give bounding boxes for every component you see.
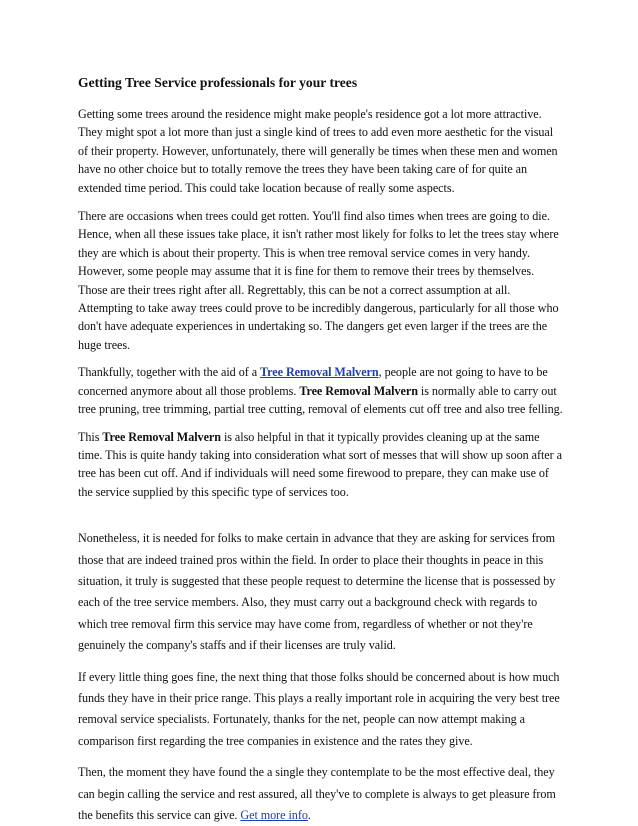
paragraph-4-prefix: This: [78, 429, 103, 444]
paragraph-3-text-end: is normally able to carry out tree pruning, tree trimming, partial tree cutting, removal of elements cut off tree and also tree felling.: [78, 383, 563, 417]
paragraph-1: Getting some trees around the residence might make people's residence got a lot more attractive. They might spot a lot more than just a single kind of trees to add even more aesthetic for the visual of their property. However, unfortunately, there will generally be times when these men and women have no other choice but to totally remove the trees they have been taking care of for quite an extended time period. This could take location because of really some aspects.: [78, 107, 558, 195]
paragraph-3-text-middle: , people are not going to have to be concerned anymore about all those problems.: [78, 365, 548, 398]
document-page: [78, 74, 566, 826]
paragraph-5: Nonetheless, it is needed for folks to make certain in advance that they are asking for services from those that are indeed trained pros within the field. In order to place their thoughts in peace in this situation, it truly is suggested that these people request to determine the license that is possessed by each of the tree service members. Also, they must carry out a background check with regards to which tree removal firm this service may have come from, regardless of whether or not they're genuinely the company's staffs and if their licenses are truly valid.: [78, 531, 556, 653]
paragraph-4: [78, 428, 566, 502]
paragraph-3-bold-term: Tree Removal Malvern: [299, 383, 418, 398]
paragraph-4-bold-term: Tree Removal Malvern: [102, 429, 221, 444]
paragraph-7: [78, 762, 566, 826]
paragraph-3-text-start: Thankfully, together with the aid of a: [78, 365, 261, 380]
paragraph-6: If every little thing goes fine, the next thing that those folks should be concerned about is how much funds they have in their price range. This plays a really important role in acquiring the very best tree removal service specialists. Fortunately, thanks for the net, people can now attempt making a comparison first regarding the tree companies in existence and the rates they give.: [78, 669, 560, 748]
document-title: Getting Tree Service professionals for your trees: [78, 75, 358, 90]
paragraph-3: [78, 363, 566, 418]
paragraph-7-end: .: [307, 808, 311, 822]
tree-removal-malvern-link[interactable]: Tree Removal Malvern: [260, 365, 379, 380]
paragraph-4-text: is also helpful in that it typically provides cleaning up at the same time. This is quite handy taking into consideration what sort of messes that will show up soon after a tree has been cut off. And if individuals will need some firewood to prepare, they can make use of the service supplied by this specific type of services too.: [78, 429, 562, 499]
get-more-info-link[interactable]: Get more info: [240, 808, 308, 822]
paragraph-2: There are occasions when trees could get rotten. You'll find also times when trees are going to die. Hence, when all these issues take place, it isn't rather most likely for folks to let the trees stay where they are which is about their property. This is when tree removal service comes in very handy. However, some people may assume that it is fine for them to remove their trees by themselves. Those are their trees right after all. Regrettably, this can be not a correct assumption at all. Attempting to take away trees could prove to be incredibly dangerous, particularly for all those who don't have adequate experiences in undertaking so. The dangers get even larger if the trees are the huge trees.: [78, 209, 559, 352]
paragraph-7-text: Then, the moment they have found the a single they contemplate to be the most effective deal, they can begin calling the service and rest assured, all they've to complete is always to get pleasure from the benefits this service can give.: [78, 765, 556, 822]
